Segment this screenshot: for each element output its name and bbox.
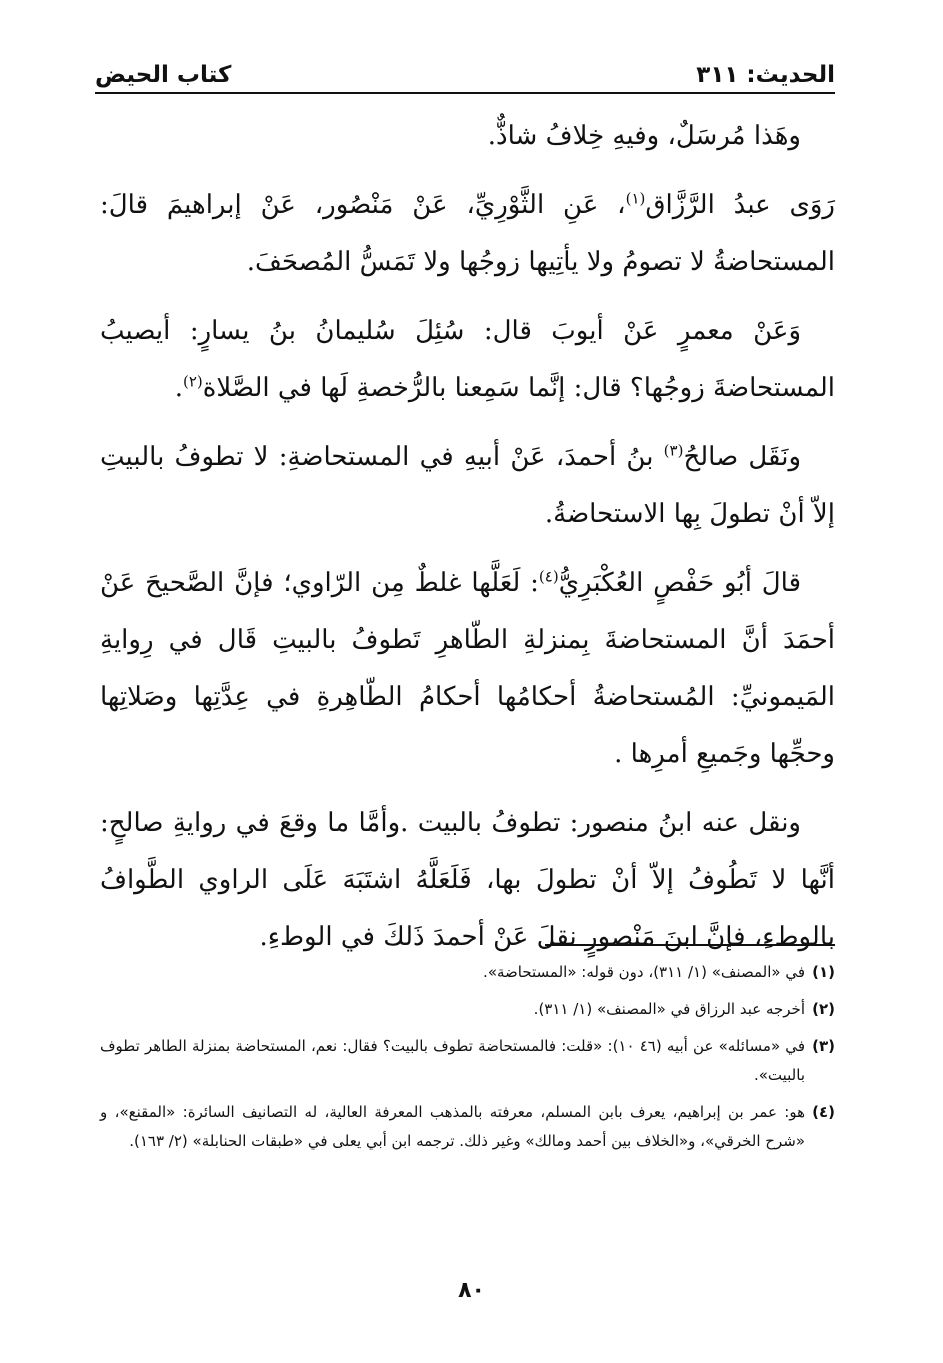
book-title: كتاب الحيض [95, 62, 232, 88]
page-number: ٨٠ [458, 1278, 485, 1303]
footnote-text: أخرجه عبد الرزاق في «المصنف» (١/ ٣١١). [533, 1000, 805, 1018]
footnote-number: (٤) [812, 1103, 835, 1121]
footnote-text: في «المصنف» (١/ ٣١١)، دون قوله: «المستحاضة». [483, 963, 805, 981]
paragraph-4 [100, 429, 835, 543]
paragraph-6 [100, 795, 835, 966]
footnotes [100, 958, 835, 1164]
footnote-text: هو: عمر بن إبراهيم، يعرف بابن المسلم، معرفته بالمذهب المعرفة العالية، له التصانيف السائرة: «المقنع»، و «شرح الخرقي»، و«الخلاف بين أحمد ومالك» وغير ذلك. ترجمه ابن أبي يعلى في «طبقات الحنابلة» (٢/ ١٦٣). [100, 1103, 805, 1150]
footnote-ref-1[interactable]: (١) [625, 189, 646, 208]
footnote-2 [100, 995, 835, 1024]
paragraph-text-before-ref: ونَقَل صالحُ [683, 442, 801, 472]
footnote-number: (٣) [812, 1037, 835, 1055]
paragraph-2 [100, 177, 835, 291]
footnote-4 [100, 1098, 835, 1156]
paragraph-text: وهَذا مُرسَلٌ، وفيهِ خِلافُ شاذٌّ. [487, 121, 801, 151]
hadith-number-label: الحديث: ٣١١ [696, 62, 835, 88]
footnote-1 [100, 958, 835, 987]
paragraph-text-before-ref: قالَ أبُو حَفْصٍ العُكْبَرِيُّ [558, 568, 802, 598]
footnote-number: (١) [812, 963, 835, 981]
footnote-ref-2[interactable]: (٢) [182, 372, 203, 391]
header-divider [95, 92, 835, 94]
paragraph-text-after-ref: . [174, 373, 183, 403]
paragraph-text-before-ref: وَعَنْ معمرٍ عَنْ أيوبَ قال: سُئِلَ سُليمانُ بنُ يسارٍ: أيصيبُ المستحاضةَ زوجُها؟ قال: إنَّما سَمِعنا بالرُّخصةِ لَها في الصَّلاة [100, 316, 835, 403]
footnote-divider [545, 944, 835, 946]
paragraph-text-after-ref: : لَعَلَّها غلطٌ مِن الرّاوي؛ فإنَّ الصَّحيحَ عَنْ أحمَدَ أنَّ المستحاضةَ بِمنزلةِ الطّاهرِ تَطوفُ بالبيتِ قَال في رِوايةِ المَيمونيِّ: المُستحاضةُ أحكامُها أحكامُ الطّاهِرةِ في عِدَّتِها وصَلاتِها وحجِّها وجَميعِ أمرِها . [100, 568, 835, 769]
paragraph-text-after-ref: ، عَنِ الثَّوْرِيِّ، عَنْ مَنْصُور، عَنْ إبراهيمَ قالَ: المستحاضةُ لا تصومُ ولا يأتِيها زوجُها ولا تَمَسُّ المُصحَفَ. [100, 190, 835, 277]
footnote-ref-3[interactable]: (٣) [663, 441, 684, 460]
footnote-3 [100, 1032, 835, 1090]
paragraph-5 [100, 555, 835, 783]
footnote-number: (٢) [812, 1000, 835, 1018]
paragraph-text-before-ref: رَوَى عبدُ الرَّزَّاق [645, 190, 835, 220]
footnote-ref-4[interactable]: (٤) [538, 567, 559, 586]
footnote-text: في «مسائله» عن أبيه (٤٦ ١٠): «قلت: فالمستحاضة تطوف بالبيت؟ فقال: نعم، المستحاضة بمنزلة الطاهر تطوف بالبيت». [100, 1037, 805, 1084]
paragraph-1 [100, 108, 835, 165]
paragraph-3 [100, 303, 835, 417]
paragraph-text-after-ref: بنُ أحمدَ، عَنْ أبيهِ في المستحاضةِ: لا تطوفُ بالبيتِ إلاّ أنْ تطولَ بِها الاستحاضةُ. [100, 442, 835, 529]
main-text [100, 108, 835, 978]
paragraph-text: ونقل عنه ابنُ منصور: تطوفُ بالبيت .وأمَّا ما وقعَ في روايةِ صالحٍ: أنَّها لا تَطُوفُ إلاّ أنْ تطولَ بها، فَلَعَلَّهُ اشتَبَهَ عَلَى الراوي الطَّوافُ بالوطءِ، فإنَّ ابنَ مَنْصورٍ نقلَ عَنْ أحمدَ ذَلكَ في الوطءِ. [100, 808, 835, 952]
running-header [95, 52, 835, 88]
